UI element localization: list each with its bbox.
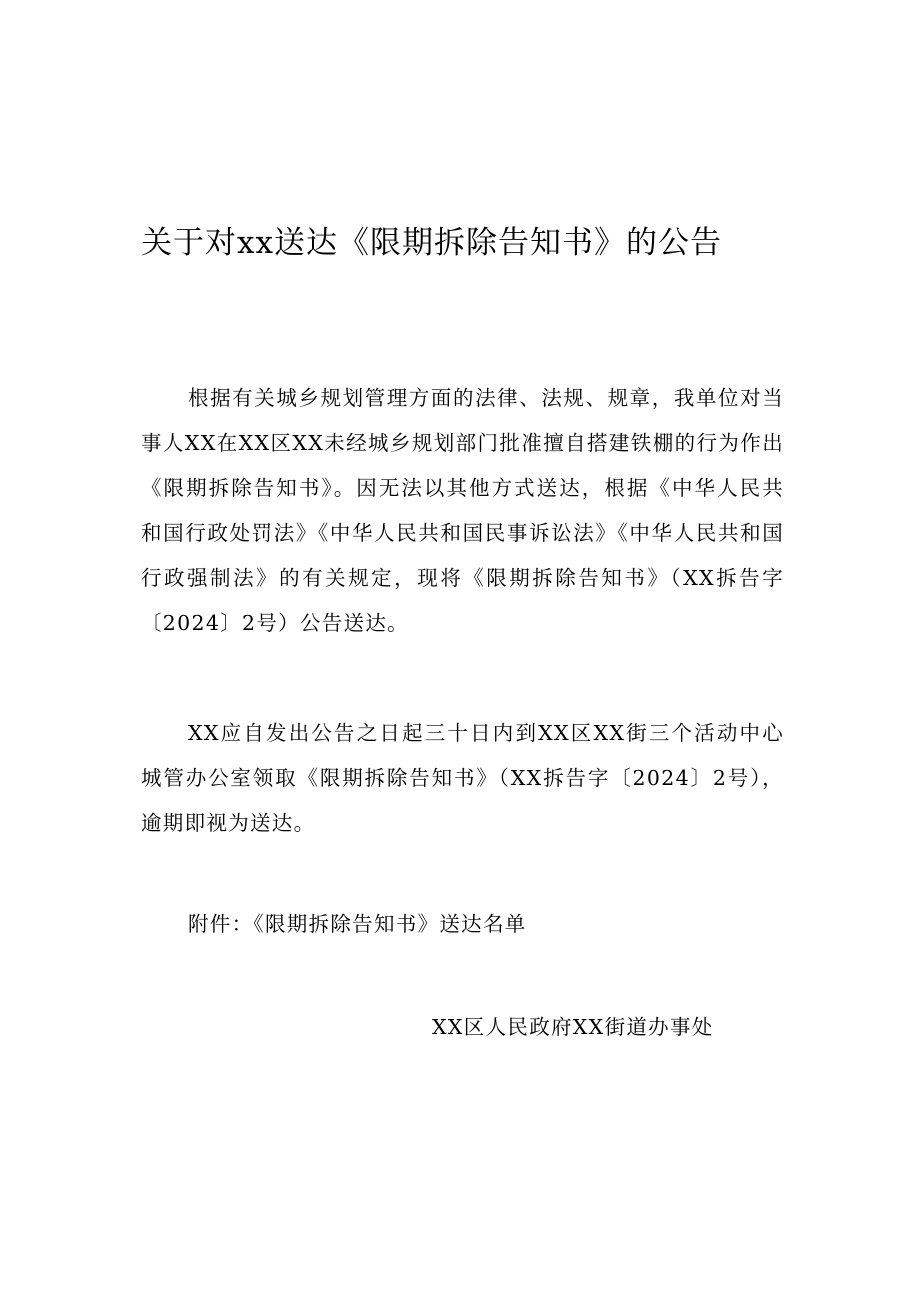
document-title: 关于对xx送达《限期拆除告知书》的公告	[141, 224, 722, 261]
attachment-line: 附件：《限期拆除告知书》送达名单	[188, 912, 527, 936]
body-paragraph-1: 根据有关城乡规划管理方面的法律、法规、规章，我单位对当事人XX在XX区XX未经城乡规划部门批准擅自搭建铁棚的行为作出《限期拆除告知书》。因无法以其他方式送达，根据《中华人民共和国行政处罚法》《中华人民共和国民事诉讼法》《中华人民共和国行政强制法》的有关规定，现将《限期拆除告知书》（XX拆告字〔2024〕2号）公告送达。	[141, 386, 784, 635]
body-paragraph-2: XX应自发出公告之日起三十日内到XX区XX街三个活动中心城管办公室领取《限期拆除告知书》（XX拆告字〔2024〕2号），逾期即视为送达。	[141, 721, 784, 835]
issuer-signature: XX区人民政府XX街道办事处	[432, 1015, 714, 1039]
